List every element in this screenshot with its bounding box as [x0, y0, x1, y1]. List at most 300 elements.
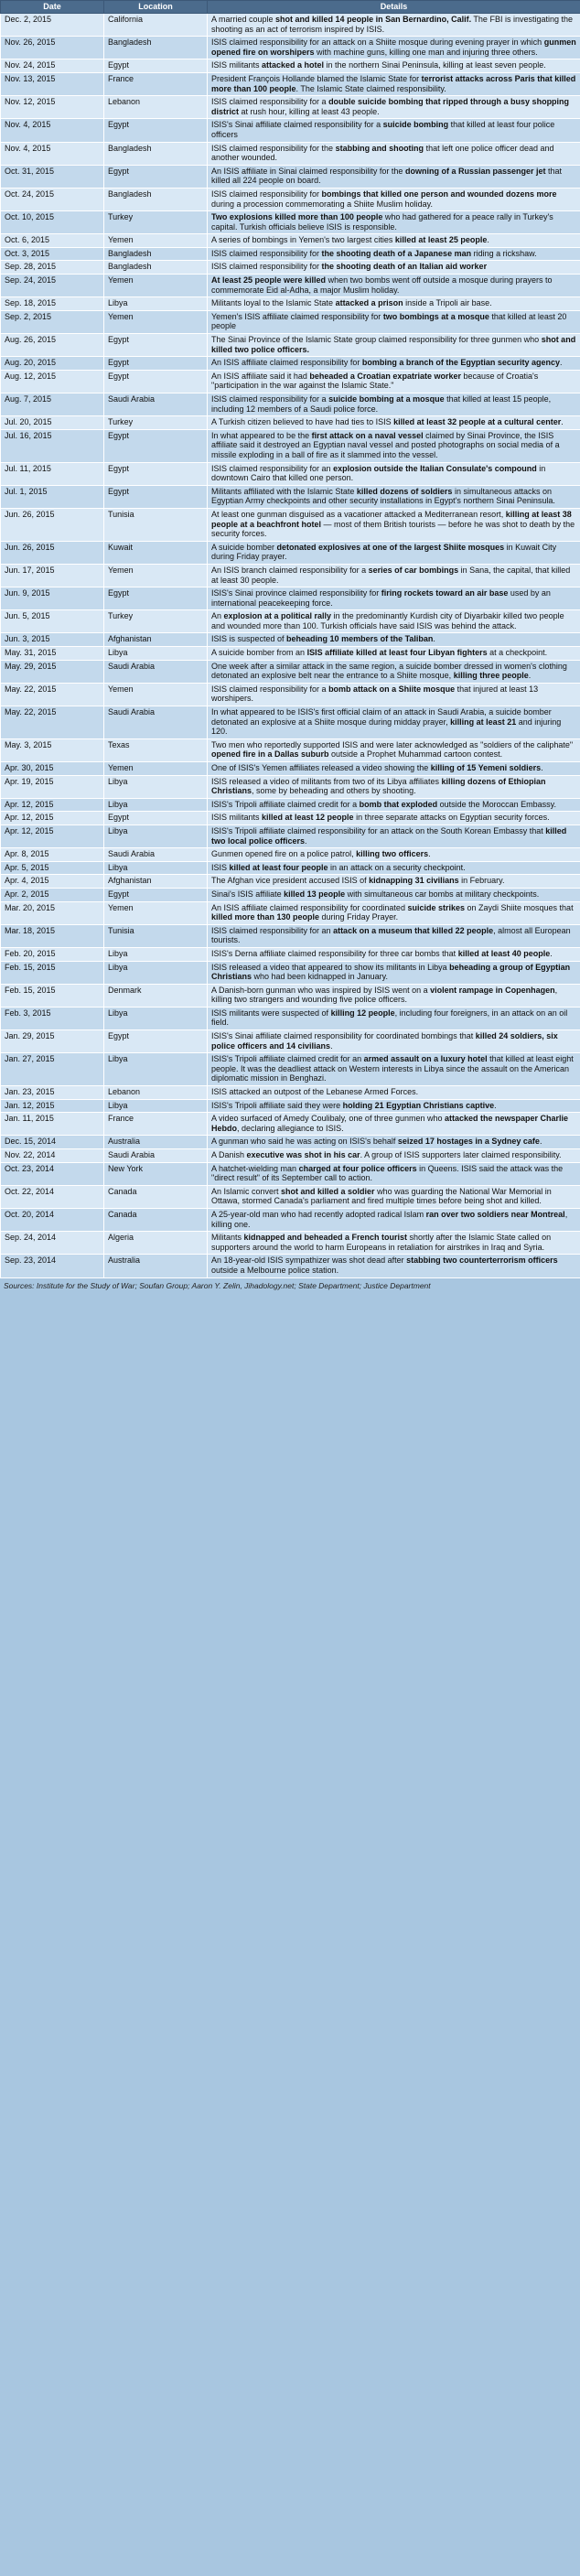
sources-note: Sources: Institute for the Study of War; Soufan Group; Aaron Y. Zelin, Jihadology.net; State Department; Justice Department	[4, 1280, 431, 1290]
row-date: Jan. 29, 2015	[1, 1030, 104, 1053]
details-emphasis: killing of 15 Yemeni soldiers	[430, 763, 542, 772]
details-emphasis: armed assault on a luxury hotel	[363, 1054, 488, 1064]
row-date: Jul. 16, 2015	[1, 429, 104, 462]
details-emphasis: attacked a hotel	[262, 60, 325, 70]
row-details	[208, 14, 580, 37]
details-emphasis: bombing a branch of the Egyptian security agency	[361, 358, 560, 368]
details-text: ISIS attacked an outpost of the Lebanese Armed Forces.	[211, 1087, 419, 1097]
details-text: A 25-year-old man who had recently adopted radical Islam	[211, 1209, 426, 1219]
details-text: during Friday Prayer.	[319, 912, 399, 922]
row-details	[208, 848, 580, 862]
row-date: May. 22, 2015	[1, 706, 104, 739]
details-text: ISIS militants	[211, 813, 263, 823]
details-text: in three separate attacks on Egyptian security forces.	[353, 813, 550, 823]
details-text: during a procession commemorating a Shiite Muslim holiday.	[211, 199, 433, 209]
details-emphasis: firing rockets toward an air base	[381, 588, 509, 598]
details-text: ISIS's Derna affiliate claimed responsibility for three car bombs that	[211, 948, 458, 958]
details-text: . The Islamic State claimed responsibility.	[295, 83, 446, 93]
details-text: ISIS's Sinai affiliate claimed responsibility for a	[211, 120, 383, 130]
details-text: A Danish-born gunman who was inspired by ISIS went on a	[211, 985, 431, 995]
details-text: A video surfaced of Amedy Coulibaly, one of three gunmen who	[211, 1114, 445, 1124]
details-text: in the predominantly Kurdish city of Diyarbakir killed two people and wounded more than 100. Turkish officials have said ISIS was behind the attack.	[211, 611, 564, 631]
table-row	[1, 416, 580, 430]
details-emphasis: the shooting death of an Italian aid worker	[321, 262, 488, 272]
row-details	[208, 1232, 580, 1255]
row-date: Apr. 30, 2015	[1, 762, 104, 776]
table-row	[1, 947, 580, 961]
row-date: Sep. 28, 2015	[1, 261, 104, 275]
details-text: ISIS claimed responsibility for	[211, 262, 322, 272]
row-location: Egypt	[104, 1030, 208, 1053]
row-location: Egypt	[104, 165, 208, 188]
table-row	[1, 812, 580, 825]
details-text: A series of bombings in Yemen's two largest cities	[211, 235, 395, 245]
row-location: Bangladesh	[104, 37, 208, 59]
details-text: because of Croatia's "participation in the war against the Islamic State."	[211, 371, 539, 391]
row-location: Turkey	[104, 211, 208, 234]
details-emphasis: suicide bombing at a mosque	[328, 394, 445, 404]
table-row	[1, 261, 580, 275]
row-date: Jan. 23, 2015	[1, 1086, 104, 1100]
row-details	[208, 660, 580, 683]
table-row	[1, 1149, 580, 1163]
details-text: President François Hollande blamed the Islamic State for	[211, 73, 422, 83]
details-emphasis: ISIS affiliate killed at least four Libyan fighters	[306, 648, 488, 658]
details-emphasis: detonated explosives at one of the largest Shiite mosques	[276, 542, 505, 552]
details-emphasis: killed 13 people	[284, 889, 346, 899]
table-row	[1, 429, 580, 462]
details-emphasis: charged at four police officers	[298, 1163, 417, 1173]
details-emphasis: terrorist attacks across Paris that killed more than 100 people	[211, 73, 576, 93]
details-text: Gunmen opened fire on a police patrol,	[211, 849, 357, 859]
row-location: Algeria	[104, 1232, 208, 1255]
row-location: Libya	[104, 947, 208, 961]
row-location: Egypt	[104, 812, 208, 825]
row-details	[208, 72, 580, 95]
row-details	[208, 1208, 580, 1231]
details-text: ISIS claimed responsibility for	[211, 248, 322, 258]
details-text: An ISIS affiliate said it had	[211, 371, 310, 381]
details-emphasis: killing three people	[453, 671, 529, 681]
row-date: Oct. 10, 2015	[1, 211, 104, 234]
details-text: outside a Prophet Muhammad cartoon contest.	[328, 749, 503, 760]
details-emphasis: gunmen opened fire on worshipers	[211, 38, 576, 57]
table-row	[1, 587, 580, 610]
row-date: Jun. 26, 2015	[1, 541, 104, 564]
details-text: ISIS claimed responsibility for a	[211, 394, 329, 404]
row-details	[208, 485, 580, 508]
row-date: Aug. 26, 2015	[1, 334, 104, 357]
row-location: Turkey	[104, 416, 208, 430]
row-details	[208, 247, 580, 261]
details-text: .	[428, 849, 431, 859]
row-details	[208, 812, 580, 825]
row-details	[208, 1053, 580, 1086]
details-text: Yemen's ISIS affiliate claimed responsibility for	[211, 311, 383, 321]
details-text: One week after a similar attack in the same region, a suicide bomber dressed in women's clothing detonated an explosive belt near the entrance to a Shiite mosque,	[211, 661, 567, 681]
details-text: The Afghan vice president accused ISIS of	[211, 876, 370, 886]
row-location: Egypt	[104, 462, 208, 485]
row-location: Libya	[104, 1053, 208, 1086]
row-location: Bangladesh	[104, 142, 208, 165]
table-row	[1, 393, 580, 416]
row-date: Apr. 5, 2015	[1, 861, 104, 875]
row-details	[208, 1030, 580, 1053]
table-row	[1, 1007, 580, 1029]
details-text: with simultaneous car bombs at military checkpoints.	[345, 889, 540, 899]
row-details	[208, 587, 580, 610]
row-date: Jun. 5, 2015	[1, 610, 104, 633]
row-date: Apr. 8, 2015	[1, 848, 104, 862]
details-text: , killing two strangers and wounding five police officers.	[211, 985, 558, 1005]
row-date: Jan. 11, 2015	[1, 1113, 104, 1136]
details-emphasis: bomb that exploded	[359, 799, 438, 809]
details-text: .	[541, 763, 543, 772]
row-details	[208, 738, 580, 761]
row-details	[208, 1086, 580, 1100]
details-text: Militants	[211, 1233, 244, 1243]
details-emphasis: beheaded a Croatian expatriate worker	[309, 371, 461, 381]
table-row	[1, 1185, 580, 1208]
details-text: .	[487, 235, 489, 245]
details-text: in an attack on a security checkpoint.	[328, 862, 466, 872]
details-text: that killed at least eight people. It was the deadliest attack on Western interests in Libya since the assault on the American diplomatic mission in Benghazi.	[211, 1054, 574, 1083]
row-location: Yemen	[104, 901, 208, 924]
row-details	[208, 261, 580, 275]
table-row	[1, 370, 580, 393]
row-details	[208, 875, 580, 889]
details-text: An 18-year-old ISIS sympathizer was shot dead after	[211, 1256, 407, 1266]
details-emphasis: violent rampage in Copenhagen	[430, 985, 555, 995]
row-date: Oct. 3, 2015	[1, 247, 104, 261]
table-row	[1, 984, 580, 1007]
details-emphasis: first attack on a naval vessel	[311, 430, 424, 440]
row-details	[208, 96, 580, 119]
table-row	[1, 142, 580, 165]
details-text: ISIS	[211, 862, 230, 872]
row-date: Aug. 20, 2015	[1, 357, 104, 371]
row-details	[208, 762, 580, 776]
row-location: Libya	[104, 1099, 208, 1113]
row-location: Texas	[104, 738, 208, 761]
row-date: Aug. 12, 2015	[1, 370, 104, 393]
details-emphasis: explosion outside the Italian Consulate's compound	[333, 463, 537, 473]
row-date: May. 3, 2015	[1, 738, 104, 761]
details-text: inside a Tripoli air base.	[403, 298, 492, 308]
row-details	[208, 393, 580, 416]
details-text: that killed all 224 people on board.	[211, 166, 562, 186]
row-date: Nov. 12, 2015	[1, 96, 104, 119]
details-emphasis: suicide bombing	[382, 120, 449, 130]
row-location: Yemen	[104, 683, 208, 706]
details-text: A married couple	[211, 15, 276, 24]
row-location: Canada	[104, 1208, 208, 1231]
details-text: , almost all European tourists.	[211, 925, 571, 945]
row-date: Jul. 11, 2015	[1, 462, 104, 485]
details-text: in the northern Sinai Peninsula, killing at least seven people.	[324, 60, 546, 70]
row-date: Apr. 4, 2015	[1, 875, 104, 889]
details-text: An Islamic convert	[211, 1186, 282, 1196]
table-row	[1, 683, 580, 706]
header-details: Details	[208, 1, 580, 14]
table-row	[1, 706, 580, 739]
details-text: shortly after the Islamic State called on supporters around the world to harm Europeans in retaliation for airstrikes in Iraq and Syria.	[211, 1233, 552, 1252]
row-details	[208, 1149, 580, 1163]
row-date: Jul. 1, 2015	[1, 485, 104, 508]
details-text: .	[550, 948, 553, 958]
details-emphasis: two bombings at a mosque	[382, 311, 489, 321]
details-text: The Sinai Province of the Islamic State group claimed responsibility for three gunmen who	[211, 335, 542, 345]
row-details	[208, 683, 580, 706]
row-location: Egypt	[104, 888, 208, 901]
header-location: Location	[104, 1, 208, 14]
table-row	[1, 541, 580, 564]
row-details	[208, 211, 580, 234]
details-emphasis: seized 17 hostages in a Sydney cafe	[397, 1137, 540, 1147]
row-location: Yemen	[104, 310, 208, 333]
table-row	[1, 14, 580, 37]
row-date: Apr. 2, 2015	[1, 888, 104, 901]
row-location: Egypt	[104, 59, 208, 73]
row-location: Egypt	[104, 429, 208, 462]
details-text: — most of them British tourists — before he was shot to death by the security forces.	[211, 519, 575, 539]
table-row	[1, 1113, 580, 1136]
row-date: Oct. 31, 2015	[1, 165, 104, 188]
details-emphasis: the shooting death of a Japanese man	[321, 248, 472, 258]
details-emphasis: kidnapping 31 civilians	[369, 876, 459, 886]
details-text: In what appeared to be the	[211, 430, 312, 440]
details-text: Two men who reportedly supported ISIS and were later acknowledged as "soldiers of the caliphate"	[211, 739, 574, 749]
row-details	[208, 901, 580, 924]
row-location: Australia	[104, 1136, 208, 1149]
details-emphasis: kidnapped and beheaded a French tourist	[243, 1233, 408, 1243]
row-location: Libya	[104, 297, 208, 311]
row-details	[208, 961, 580, 984]
table-row	[1, 762, 580, 776]
row-location: Australia	[104, 1255, 208, 1277]
row-location: Egypt	[104, 119, 208, 142]
row-details	[208, 275, 580, 297]
row-date: May. 31, 2015	[1, 647, 104, 661]
row-location: Bangladesh	[104, 188, 208, 210]
table-row	[1, 633, 580, 647]
row-details	[208, 119, 580, 142]
details-text: ISIS's Tripoli affiliate claimed credit for a	[211, 799, 360, 809]
details-text: that injured at least 13 worshipers.	[211, 684, 539, 704]
details-text: ISIS claimed responsibility for the	[211, 143, 336, 153]
row-date: Sep. 24, 2014	[1, 1232, 104, 1255]
row-details	[208, 188, 580, 210]
details-text: ISIS claimed responsibility for an attack on a Shiite mosque during evening prayer in which	[211, 38, 544, 48]
row-location: Libya	[104, 775, 208, 798]
row-location: Lebanon	[104, 1086, 208, 1100]
details-text: at a checkpoint.	[487, 648, 548, 658]
row-details	[208, 165, 580, 188]
row-date: Feb. 15, 2015	[1, 984, 104, 1007]
details-emphasis: killed at least 25 people	[394, 235, 488, 245]
table-row	[1, 901, 580, 924]
row-location: Libya	[104, 1007, 208, 1029]
details-emphasis: attack on a museum that killed 22 people	[333, 925, 494, 935]
details-text: An ISIS affiliate in Sinai claimed responsibility for the	[211, 166, 405, 176]
row-date: Nov. 26, 2015	[1, 37, 104, 59]
row-location: Yemen	[104, 762, 208, 776]
attacks-table	[0, 0, 580, 1278]
row-date: May. 29, 2015	[1, 660, 104, 683]
table-row	[1, 275, 580, 297]
table-row	[1, 188, 580, 210]
details-text: A Turkish citizen believed to have had ties to ISIS	[211, 417, 394, 427]
header-date: Date	[1, 1, 104, 14]
details-text: ISIS militants were suspected of	[211, 1008, 331, 1018]
details-emphasis: killing at least 38 people at a beachfront hotel	[211, 509, 572, 529]
details-emphasis: killing two officers	[356, 849, 429, 859]
details-emphasis: stabbing and shooting	[335, 143, 424, 153]
details-emphasis: killed at least four people	[229, 862, 328, 872]
table-row	[1, 564, 580, 587]
row-details	[208, 924, 580, 947]
row-details	[208, 1185, 580, 1208]
details-text: in Queens. ISIS said the attack was the "direct result" of its September call to action.	[211, 1163, 564, 1183]
row-date: Oct. 6, 2015	[1, 234, 104, 248]
row-date: Dec. 15, 2014	[1, 1136, 104, 1149]
row-location: Afghanistan	[104, 633, 208, 647]
row-date: Apr. 12, 2015	[1, 812, 104, 825]
row-location: France	[104, 1113, 208, 1136]
row-location: New York	[104, 1162, 208, 1185]
table-row	[1, 119, 580, 142]
details-emphasis: attacked a prison	[335, 298, 403, 308]
details-text: .	[305, 835, 307, 846]
row-details	[208, 610, 580, 633]
row-location: France	[104, 72, 208, 95]
table-row	[1, 234, 580, 248]
row-details	[208, 825, 580, 847]
row-location: Tunisia	[104, 924, 208, 947]
row-date: Sep. 23, 2014	[1, 1255, 104, 1277]
details-emphasis: suicide strikes	[407, 902, 465, 912]
details-text: with machine guns, killing one man and injuring three others.	[314, 47, 538, 57]
row-location: Egypt	[104, 587, 208, 610]
row-location: Turkey	[104, 610, 208, 633]
row-location: Bangladesh	[104, 261, 208, 275]
table-body	[1, 14, 580, 1278]
details-emphasis: killing at least 21	[450, 717, 517, 727]
details-text: claimed by Sinai Province, the ISIS affiliate said it destroyed an Egyptian naval vessel and posted photographs on social media of a missile exploding in a ball of fire as it slammed into the vessel.	[211, 430, 560, 459]
details-emphasis: ran over two soldiers near Montreal	[425, 1209, 565, 1219]
table-row	[1, 1162, 580, 1185]
details-text: At least one gunman disguised as a vacationer attacked a Mediterranean resort,	[211, 509, 506, 519]
table-row	[1, 1086, 580, 1100]
table-row	[1, 798, 580, 812]
table-row	[1, 1053, 580, 1086]
row-date: Feb. 20, 2015	[1, 947, 104, 961]
details-text: A suicide bomber from an	[211, 648, 307, 658]
details-text: that killed at least 15 people, including 12 members of a Saudi police force.	[211, 394, 552, 414]
table-row	[1, 647, 580, 661]
row-date: Apr. 19, 2015	[1, 775, 104, 798]
details-text: .	[494, 1100, 497, 1110]
details-emphasis: killed 24 soldiers, six police officers and 14 civilians	[211, 1031, 558, 1051]
details-text: outside a Melbourne police station.	[211, 1265, 339, 1275]
details-text: who was guarding the National War Memorial in Ottawa, stormed Canada's parliament and fired multiple times before being shot and killed.	[211, 1186, 552, 1206]
details-emphasis: shot and killed two police officers.	[211, 335, 576, 354]
row-details	[208, 633, 580, 647]
details-text: who had gathered for a peace rally in Turkey's capital. Turkish officials believe ISIS is responsible.	[211, 212, 553, 232]
row-location: Denmark	[104, 984, 208, 1007]
details-text: .	[528, 671, 532, 681]
details-text: A Danish	[211, 1150, 247, 1159]
row-details	[208, 357, 580, 371]
details-text: , including four foreigners, in an attack on an oil field.	[211, 1008, 568, 1028]
row-details	[208, 234, 580, 248]
row-date: Jan. 12, 2015	[1, 1099, 104, 1113]
details-emphasis: stabbing two counterterrorism officers	[406, 1256, 558, 1266]
row-location: Libya	[104, 798, 208, 812]
details-text: In what appeared to be ISIS's first official claim of an attack in Saudi Arabia, a suicide bomber detonated an explosive at a Shiite mosque during midday prayer,	[211, 707, 552, 727]
details-text: . A group of ISIS supporters later claimed responsibility.	[360, 1150, 562, 1159]
row-details	[208, 1007, 580, 1029]
details-text: in Sana, the capital, that killed at least 30 people.	[211, 565, 571, 585]
details-text: ISIS's Tripoli affiliate claimed responsibility for an attack on the South Korean Embassy that	[211, 825, 546, 835]
details-text: ISIS militants	[211, 60, 263, 70]
row-details	[208, 775, 580, 798]
row-date: Oct. 23, 2014	[1, 1162, 104, 1185]
row-date: Sep. 24, 2015	[1, 275, 104, 297]
row-location: Egypt	[104, 485, 208, 508]
row-details	[208, 1136, 580, 1149]
row-details	[208, 888, 580, 901]
details-emphasis: killing 12 people	[330, 1008, 395, 1018]
row-details	[208, 798, 580, 812]
row-details	[208, 647, 580, 661]
row-location: Saudi Arabia	[104, 706, 208, 739]
table-row	[1, 96, 580, 119]
details-text: An ISIS affiliate claimed responsibility for coordinated	[211, 902, 408, 912]
table-header	[1, 1, 580, 14]
details-text: , some by beheading and others by shooting.	[252, 786, 416, 796]
details-emphasis: beheading 10 members of the Taliban	[286, 634, 434, 644]
details-text: on Zaydi Shiite mosques that	[465, 902, 574, 912]
details-emphasis: Two explosions killed more than 100 people	[211, 212, 383, 222]
row-location: Saudi Arabia	[104, 848, 208, 862]
details-text: One of ISIS's Yemen affiliates released a video showing the	[211, 763, 431, 772]
row-location: Saudi Arabia	[104, 393, 208, 416]
row-details	[208, 297, 580, 311]
table-row	[1, 1232, 580, 1255]
table-row	[1, 357, 580, 371]
row-location: Canada	[104, 1185, 208, 1208]
row-date: Feb. 3, 2015	[1, 1007, 104, 1029]
details-emphasis: downing of a Russian passenger jet	[404, 166, 546, 176]
details-text: ISIS is suspected of	[211, 634, 287, 644]
details-text: ISIS released a video that appeared to show its militants in Libya	[211, 962, 450, 972]
row-location: California	[104, 14, 208, 37]
row-date: Apr. 12, 2015	[1, 825, 104, 847]
row-date: Jul. 20, 2015	[1, 416, 104, 430]
row-details	[208, 59, 580, 73]
details-emphasis: attacked the newspaper Charlie Hebdo	[211, 1114, 569, 1133]
details-text: that killed at least four police officers	[211, 120, 555, 139]
row-date: Feb. 15, 2015	[1, 961, 104, 984]
table-row	[1, 738, 580, 761]
details-emphasis: double suicide bombing that ripped through a busy shopping district	[211, 97, 570, 116]
details-text: ISIS claimed responsibility for an	[211, 925, 334, 935]
table-row	[1, 875, 580, 889]
details-text: that killed at least 20 people	[211, 311, 567, 331]
table-row	[1, 848, 580, 862]
details-emphasis: At least 25 people were killed	[211, 275, 327, 286]
